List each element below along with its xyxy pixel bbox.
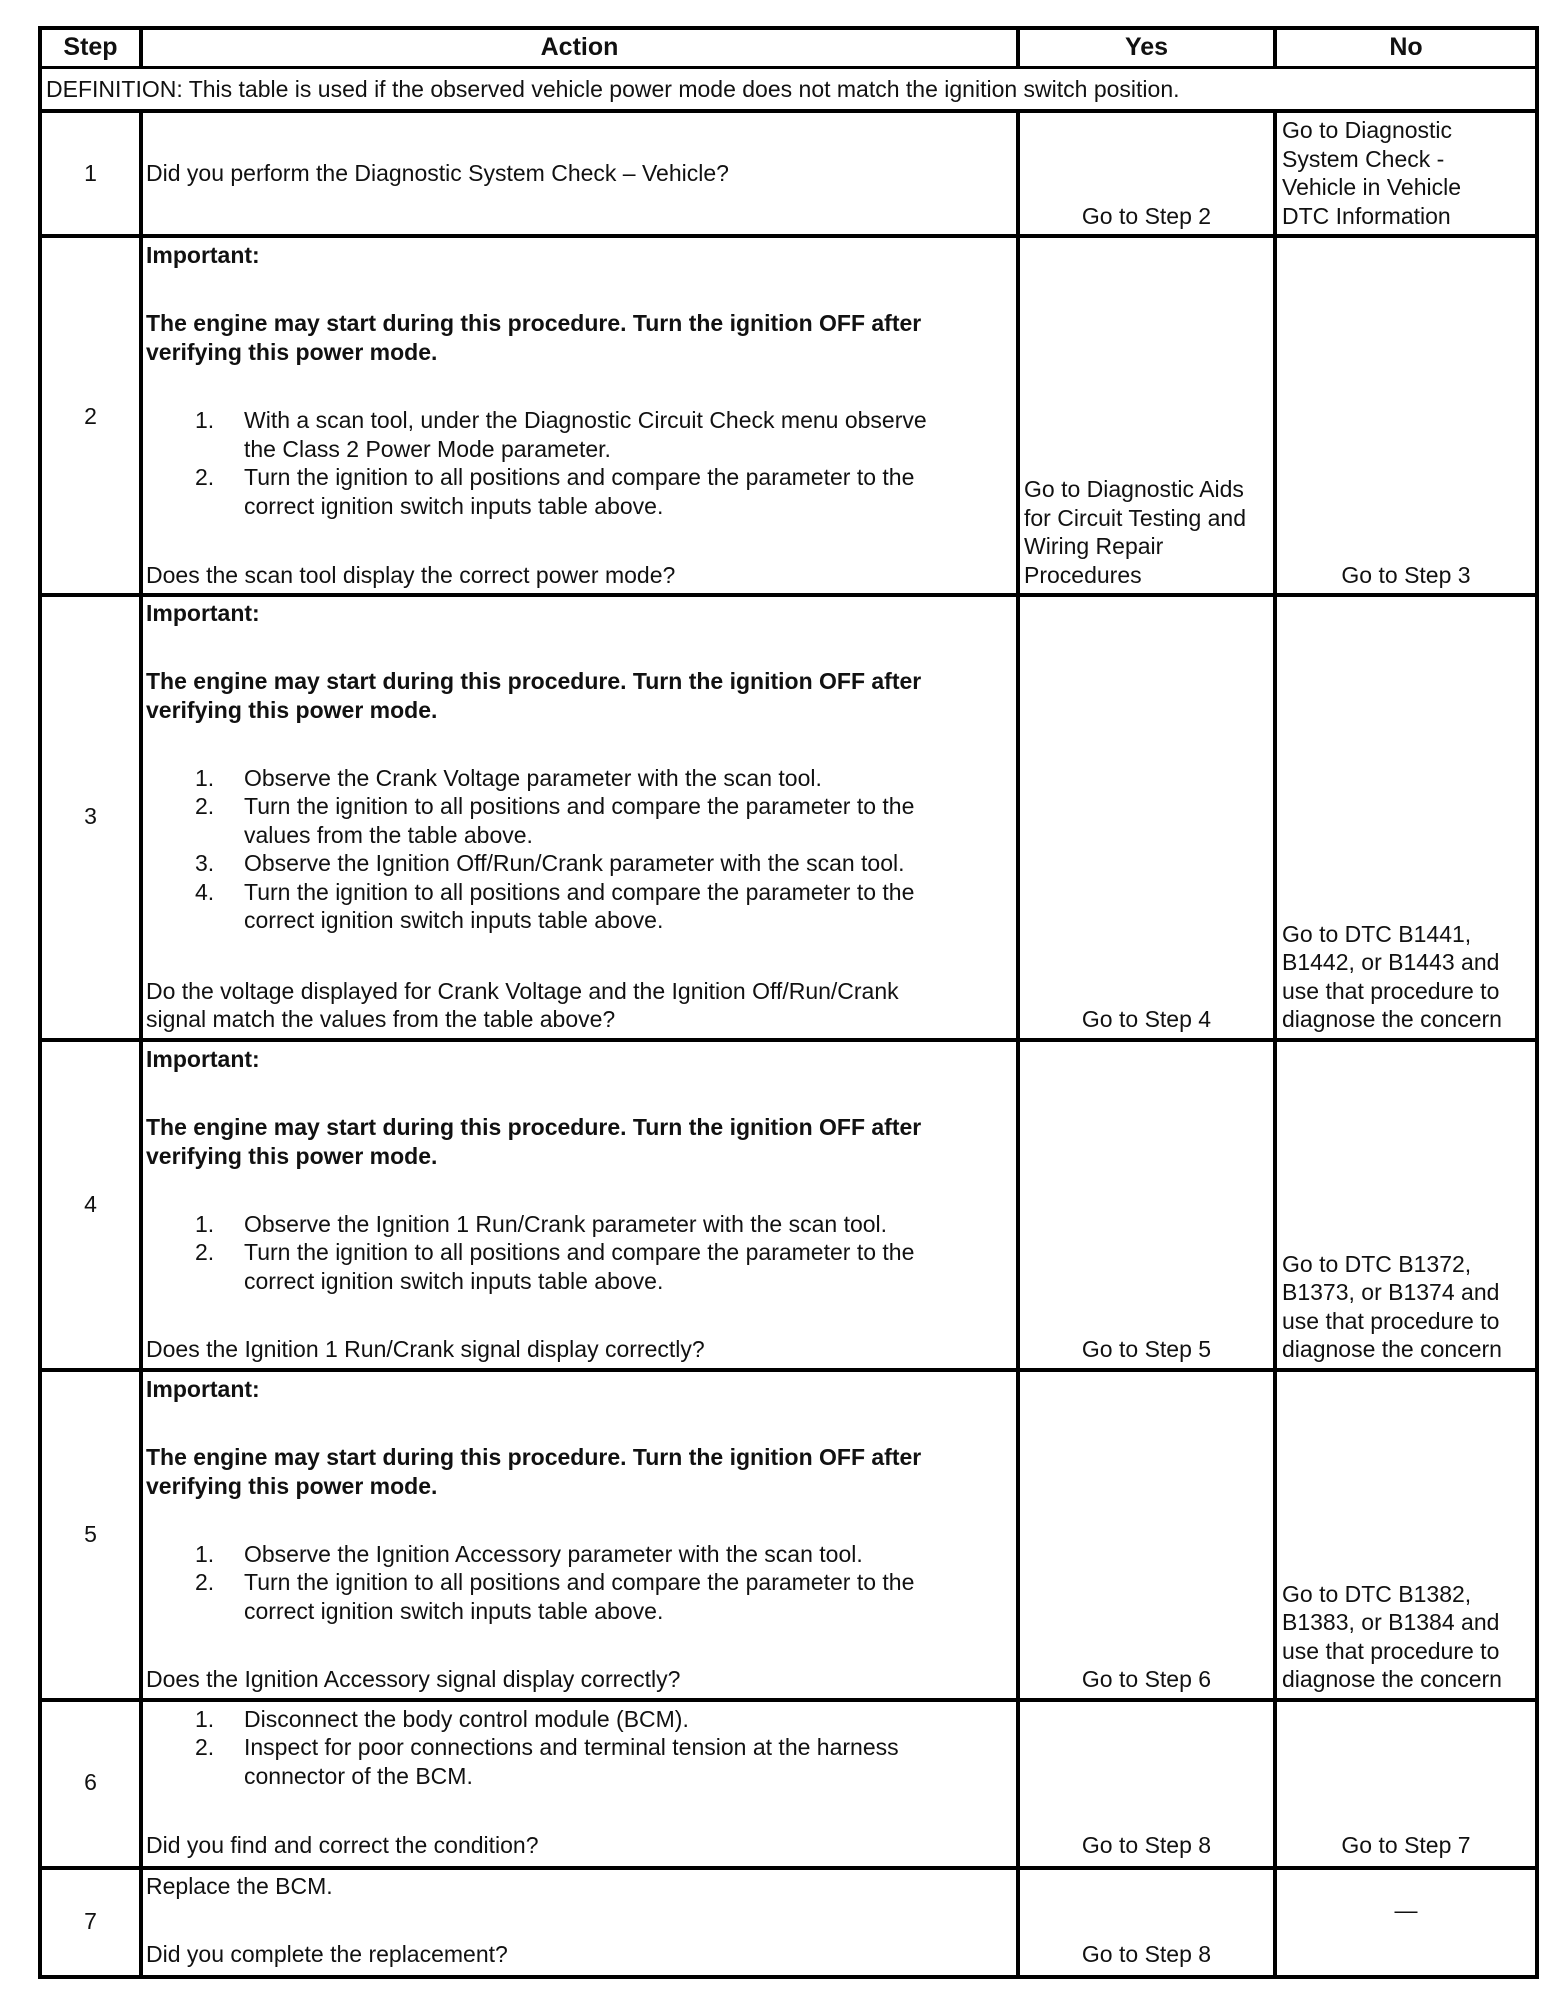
header-no: No	[1389, 33, 1423, 61]
list-text: Turn the ignition to all positions and compare the parameter to the	[244, 1569, 915, 1595]
list-number: 1.	[195, 407, 215, 433]
list-text: correct ignition switch inputs table above.	[244, 907, 664, 933]
header-yes: Yes	[1124, 33, 1169, 61]
important-label: Important:	[146, 600, 260, 626]
question-text: Does the Ignition Accessory signal display correctly?	[146, 1666, 681, 1692]
list-text: Observe the Ignition Off/Run/Crank parameter with the scan tool.	[244, 850, 905, 876]
question-text: signal match the values from the table above?	[146, 1006, 616, 1032]
list-text: Observe the Ignition 1 Run/Crank parameter with the scan tool.	[244, 1211, 888, 1237]
warning-text: The engine may start during this procedure. Turn the ignition OFF after	[146, 1114, 922, 1140]
column-divider	[1273, 109, 1277, 1979]
important-label: Important:	[146, 1376, 260, 1402]
no-text: use that procedure to	[1282, 1638, 1500, 1664]
definition-text: DEFINITION: This table is used if the observed vehicle power mode does not match the ignition switch position.	[46, 76, 1180, 102]
list-text: Observe the Ignition Accessory parameter with the scan tool.	[244, 1541, 863, 1567]
no-text: use that procedure to	[1282, 978, 1500, 1004]
list-text: correct ignition switch inputs table above.	[244, 1268, 664, 1294]
question-text: Did you find and correct the condition?	[146, 1832, 539, 1858]
row-divider	[38, 234, 1539, 238]
yes-text: Go to Step 2	[1081, 203, 1212, 229]
no-text: Go to Diagnostic	[1282, 117, 1453, 143]
important-label: Important:	[146, 1046, 260, 1072]
no-text: Go to DTC B1372,	[1282, 1251, 1472, 1277]
list-number: 1.	[195, 1541, 215, 1567]
no-text: B1442, or B1443 and	[1282, 949, 1500, 975]
list-text: Turn the ignition to all positions and compare the parameter to the	[244, 793, 915, 819]
row-divider	[38, 1866, 1539, 1870]
step-number: 5	[84, 1521, 97, 1547]
yes-text: Go to Step 5	[1081, 1336, 1212, 1362]
list-text: Turn the ignition to all positions and compare the parameter to the	[244, 1239, 915, 1265]
yes-text: Go to Step 8	[1081, 1832, 1212, 1858]
list-text: Disconnect the body control module (BCM).	[244, 1706, 689, 1732]
question-text: Does the scan tool display the correct power mode?	[146, 562, 676, 588]
yes-text: Procedures	[1024, 562, 1142, 588]
step-number: 1	[84, 160, 97, 186]
row-divider	[38, 1368, 1539, 1372]
step-number: 3	[84, 803, 97, 829]
warning-text: The engine may start during this procedure. Turn the ignition OFF after	[146, 310, 922, 336]
yes-text: Go to Step 8	[1081, 1941, 1212, 1967]
column-divider	[1016, 109, 1020, 1979]
yes-text: for Circuit Testing and	[1024, 505, 1247, 531]
header-action: Action	[540, 33, 619, 61]
row-divider	[38, 593, 1539, 597]
table-border-right	[1535, 26, 1539, 1979]
list-number: 3.	[195, 850, 215, 876]
important-label: Important:	[146, 242, 260, 268]
step-number: 7	[84, 1908, 97, 1934]
no-text: Go to DTC B1441,	[1282, 921, 1472, 947]
no-text: B1373, or B1374 and	[1282, 1279, 1500, 1305]
list-text: Turn the ignition to all positions and compare the parameter to the	[244, 879, 915, 905]
list-number: 1.	[195, 1211, 215, 1237]
list-text: connector of the BCM.	[244, 1763, 473, 1789]
yes-text: Wiring Repair	[1024, 533, 1164, 559]
warning-text: verifying this power mode.	[146, 339, 438, 365]
list-number: 2.	[195, 793, 215, 819]
table-border-left	[38, 26, 42, 1979]
list-text: Turn the ignition to all positions and compare the parameter to the	[244, 464, 915, 490]
no-text: diagnose the concern	[1282, 1006, 1502, 1032]
no-text: DTC Information	[1282, 203, 1451, 229]
no-text: diagnose the concern	[1282, 1336, 1502, 1362]
list-number: 2.	[195, 464, 215, 490]
yes-text: Go to Diagnostic Aids	[1024, 476, 1244, 502]
list-text: Observe the Crank Voltage parameter with the scan tool.	[244, 765, 822, 791]
row-divider	[38, 1038, 1539, 1042]
no-dash: —	[1394, 1897, 1418, 1923]
warning-text: verifying this power mode.	[146, 1143, 438, 1169]
table-border-bottom	[38, 1975, 1539, 1979]
list-number: 4.	[195, 879, 215, 905]
question-text: Do the voltage displayed for Crank Voltage and the Ignition Off/Run/Crank	[146, 978, 899, 1004]
list-text: Inspect for poor connections and terminal tension at the harness	[244, 1734, 899, 1760]
column-divider	[139, 109, 143, 1979]
no-text: System Check -	[1282, 146, 1445, 172]
question-text: Did you complete the replacement?	[146, 1941, 508, 1967]
list-number: 1.	[195, 765, 215, 791]
warning-text: The engine may start during this procedure. Turn the ignition OFF after	[146, 668, 922, 694]
list-number: 2.	[195, 1239, 215, 1265]
row-divider	[38, 66, 1539, 69]
list-text: correct ignition switch inputs table above.	[244, 493, 664, 519]
no-text: Go to Step 7	[1341, 1832, 1471, 1858]
no-text: Go to DTC B1382,	[1282, 1581, 1472, 1607]
list-text: With a scan tool, under the Diagnostic Circuit Check menu observe	[244, 407, 927, 433]
no-text: diagnose the concern	[1282, 1666, 1502, 1692]
warning-text: The engine may start during this procedure. Turn the ignition OFF after	[146, 1444, 922, 1470]
question-text: Does the Ignition 1 Run/Crank signal display correctly?	[146, 1336, 705, 1362]
step-number: 2	[84, 403, 97, 429]
header-step: Step	[63, 33, 118, 61]
warning-text: verifying this power mode.	[146, 1473, 438, 1499]
no-text: Go to Step 3	[1341, 562, 1471, 588]
question-text: Did you perform the Diagnostic System Check – Vehicle?	[146, 160, 729, 186]
list-text: correct ignition switch inputs table above.	[244, 1598, 664, 1624]
no-text: use that procedure to	[1282, 1308, 1500, 1334]
list-text: values from the table above.	[244, 822, 533, 848]
yes-text: Go to Step 4	[1081, 1006, 1212, 1032]
no-text: B1383, or B1384 and	[1282, 1609, 1500, 1635]
no-text: Vehicle in Vehicle	[1282, 174, 1462, 200]
list-text: the Class 2 Power Mode parameter.	[244, 436, 611, 462]
list-number: 2.	[195, 1569, 215, 1595]
row-divider	[38, 109, 1539, 113]
warning-text: verifying this power mode.	[146, 697, 438, 723]
intro-text: Replace the BCM.	[146, 1873, 333, 1899]
step-number: 4	[84, 1191, 97, 1217]
list-number: 2.	[195, 1734, 215, 1760]
table-border-top	[38, 26, 1539, 30]
yes-text: Go to Step 6	[1081, 1666, 1212, 1692]
step-number: 6	[84, 1769, 97, 1795]
row-divider	[38, 1698, 1539, 1702]
list-number: 1.	[195, 1706, 215, 1732]
